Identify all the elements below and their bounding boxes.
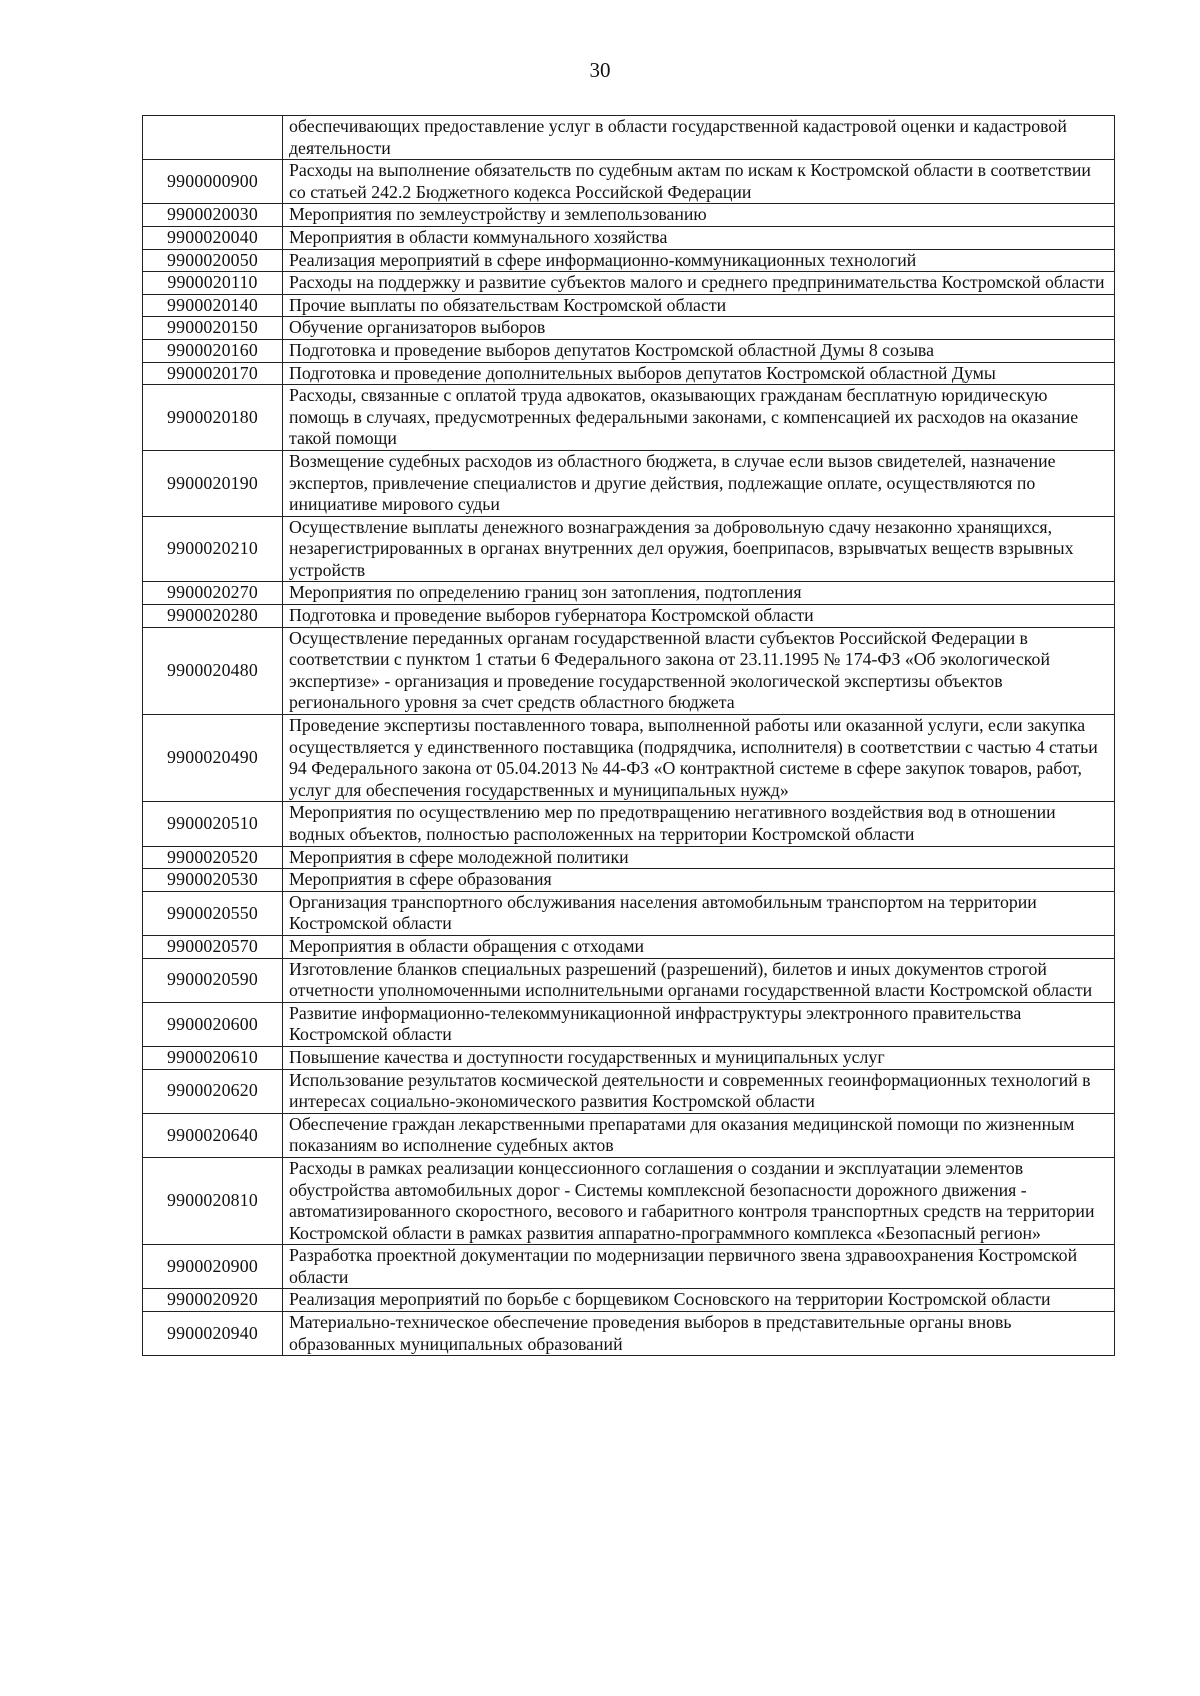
row-code: 9900020030	[143, 204, 283, 227]
row-code	[143, 116, 283, 160]
table-row	[143, 116, 1115, 160]
table-row	[143, 1289, 1115, 1312]
row-code: 9900020600	[143, 1002, 283, 1046]
row-description: Прочие выплаты по обязательствам Костромской области	[283, 294, 1115, 317]
row-description: Расходы, связанные с оплатой труда адвокатов, оказывающих гражданам бесплатную юридическую помощь в случаях, предусмотренных федеральными законами, с компенсацией их расходов на оказание такой помощи	[283, 385, 1115, 451]
table-row	[143, 272, 1115, 295]
table-row	[143, 317, 1115, 340]
row-code: 9900020160	[143, 339, 283, 362]
row-code: 9900020150	[143, 317, 283, 340]
budget-codes-table	[142, 115, 1115, 1356]
table-row	[143, 1069, 1115, 1113]
row-description: Расходы на поддержку и развитие субъектов малого и среднего предпринимательства Костромской области	[283, 272, 1115, 295]
table-row	[143, 1002, 1115, 1046]
table-body	[143, 116, 1115, 1356]
row-code: 9900020610	[143, 1046, 283, 1069]
row-code: 9900020280	[143, 605, 283, 628]
row-code: 9900020590	[143, 958, 283, 1002]
table-row	[143, 715, 1115, 802]
row-description: Мероприятия в сфере образования	[283, 869, 1115, 892]
table-row	[143, 1157, 1115, 1244]
table-row	[143, 582, 1115, 605]
row-description: Обеспечение граждан лекарственными препаратами для оказания медицинской помощи по жизненным показаниям во исполнение судебных актов	[283, 1113, 1115, 1157]
row-description: Мероприятия в области обращения с отходами	[283, 935, 1115, 958]
page-number: 30	[589, 58, 611, 82]
row-description: Возмещение судебных расходов из областного бюджета, в случае если вызов свидетелей, назначение экспертов, привлечение специалистов и другие действия, подлежащие оплате, осуществляются по инициативе мирового судьи	[283, 450, 1115, 516]
table-row	[143, 1312, 1115, 1356]
row-description: Реализация мероприятий в сфере информационно-коммуникационных технологий	[283, 249, 1115, 272]
table-row	[143, 1046, 1115, 1069]
row-description: Мероприятия в области коммунального хозяйства	[283, 226, 1115, 249]
row-code: 9900020520	[143, 846, 283, 869]
row-code: 9900020920	[143, 1289, 283, 1312]
row-code: 9900020640	[143, 1113, 283, 1157]
row-description: Развитие информационно-телекоммуникационной инфраструктуры электронного правительства Костромской области	[283, 1002, 1115, 1046]
row-description: Расходы в рамках реализации концессионного соглашения о создании и эксплуатации элементов обустройства автомобильных дорог - Системы комплексной безопасности дорожного движения - автоматизированного скоростного, весового и габаритного контроля транспортных средств на территории Костромской области в рамках развития аппаратно-программного комплекса «Безопасный регион»	[283, 1157, 1115, 1244]
row-code: 9900020530	[143, 869, 283, 892]
row-code: 9900020620	[143, 1069, 283, 1113]
row-description: Подготовка и проведение выборов депутатов Костромской областной Думы 8 созыва	[283, 339, 1115, 362]
row-code: 9900000900	[143, 160, 283, 204]
row-code: 9900020170	[143, 362, 283, 385]
row-description: Мероприятия по определению границ зон затопления, подтопления	[283, 582, 1115, 605]
table-row	[143, 294, 1115, 317]
table-row	[143, 249, 1115, 272]
row-description: Организация транспортного обслуживания населения автомобильным транспортом на территории Костромской области	[283, 891, 1115, 935]
row-code: 9900020210	[143, 516, 283, 582]
row-description: Использование результатов космической деятельности и современных геоинформационных технологий в интересах социально-экономического развития Костромской области	[283, 1069, 1115, 1113]
row-code: 9900020940	[143, 1312, 283, 1356]
table-row	[143, 160, 1115, 204]
row-code: 9900020040	[143, 226, 283, 249]
table-row	[143, 1113, 1115, 1157]
row-code: 9900020550	[143, 891, 283, 935]
table-row	[143, 627, 1115, 714]
row-description: Расходы на выполнение обязательств по судебным актам по искам к Костромской области в соответствии со статьей 242.2 Бюджетного кодекса Российской Федерации	[283, 160, 1115, 204]
row-code: 9900020480	[143, 627, 283, 714]
row-description: Материально-техническое обеспечение проведения выборов в представительные органы вновь образованных муниципальных образований	[283, 1312, 1115, 1356]
row-code: 9900020510	[143, 802, 283, 846]
table-row	[143, 958, 1115, 1002]
row-code: 9900020110	[143, 272, 283, 295]
row-code: 9900020190	[143, 450, 283, 516]
row-code: 9900020050	[143, 249, 283, 272]
row-description: Осуществление выплаты денежного вознаграждения за добровольную сдачу незаконно хранящихся, незарегистрированных в органах внутренних дел оружия, боеприпасов, взрывчатых веществ взрывных устройств	[283, 516, 1115, 582]
table-row	[143, 204, 1115, 227]
table-row	[143, 935, 1115, 958]
row-code: 9900020140	[143, 294, 283, 317]
table-row	[143, 385, 1115, 451]
row-description: Разработка проектной документации по модернизации первичного звена здравоохранения Костромской области	[283, 1245, 1115, 1289]
row-description: Мероприятия по осуществлению мер по предотвращению негативного воздействия вод в отношении водных объектов, полностью расположенных на территории Костромской области	[283, 802, 1115, 846]
row-description: Осуществление переданных органам государственной власти субъектов Российской Федерации в соответствии с пунктом 1 статьи 6 Федерального закона от 23.11.1995 № 174-ФЗ «Об экологической экспертизе» - организация и проведение государственной экологической экспертизы объектов регионального уровня за счет средств областного бюджета	[283, 627, 1115, 714]
table-row	[143, 869, 1115, 892]
table-row	[143, 450, 1115, 516]
row-code: 9900020270	[143, 582, 283, 605]
row-code: 9900020900	[143, 1245, 283, 1289]
row-description: Реализация мероприятий по борьбе с борщевиком Сосновского на территории Костромской области	[283, 1289, 1115, 1312]
table-row	[143, 516, 1115, 582]
table-row	[143, 605, 1115, 628]
row-description: обеспечивающих предоставление услуг в области государственной кадастровой оценки и кадастровой деятельности	[283, 116, 1115, 160]
row-description: Подготовка и проведение дополнительных выборов депутатов Костромской областной Думы	[283, 362, 1115, 385]
row-description: Подготовка и проведение выборов губернатора Костромской области	[283, 605, 1115, 628]
row-description: Проведение экспертизы поставленного товара, выполненной работы или оказанной услуги, если закупка осуществляется у единственного поставщика (подрядчика, исполнителя) в соответствии с частью 4 статьи 94 Федерального закона от 05.04.2013 № 44-ФЗ «О контрактной системе в сфере закупок товаров, работ, услуг для обеспечения государственных и муниципальных нужд»	[283, 715, 1115, 802]
table-row	[143, 362, 1115, 385]
row-code: 9900020810	[143, 1157, 283, 1244]
table-row	[143, 1245, 1115, 1289]
row-description: Мероприятия в сфере молодежной политики	[283, 846, 1115, 869]
row-code: 9900020570	[143, 935, 283, 958]
row-description: Мероприятия по землеустройству и землепользованию	[283, 204, 1115, 227]
row-description: Изготовление бланков специальных разрешений (разрешений), билетов и иных документов строгой отчетности уполномоченными исполнительными органами государственной власти Костромской области	[283, 958, 1115, 1002]
table-row	[143, 846, 1115, 869]
row-code: 9900020490	[143, 715, 283, 802]
row-description: Обучение организаторов выборов	[283, 317, 1115, 340]
table-row	[143, 802, 1115, 846]
table-row	[143, 226, 1115, 249]
table-row	[143, 339, 1115, 362]
row-description: Повышение качества и доступности государственных и муниципальных услуг	[283, 1046, 1115, 1069]
row-code: 9900020180	[143, 385, 283, 451]
table-row	[143, 891, 1115, 935]
